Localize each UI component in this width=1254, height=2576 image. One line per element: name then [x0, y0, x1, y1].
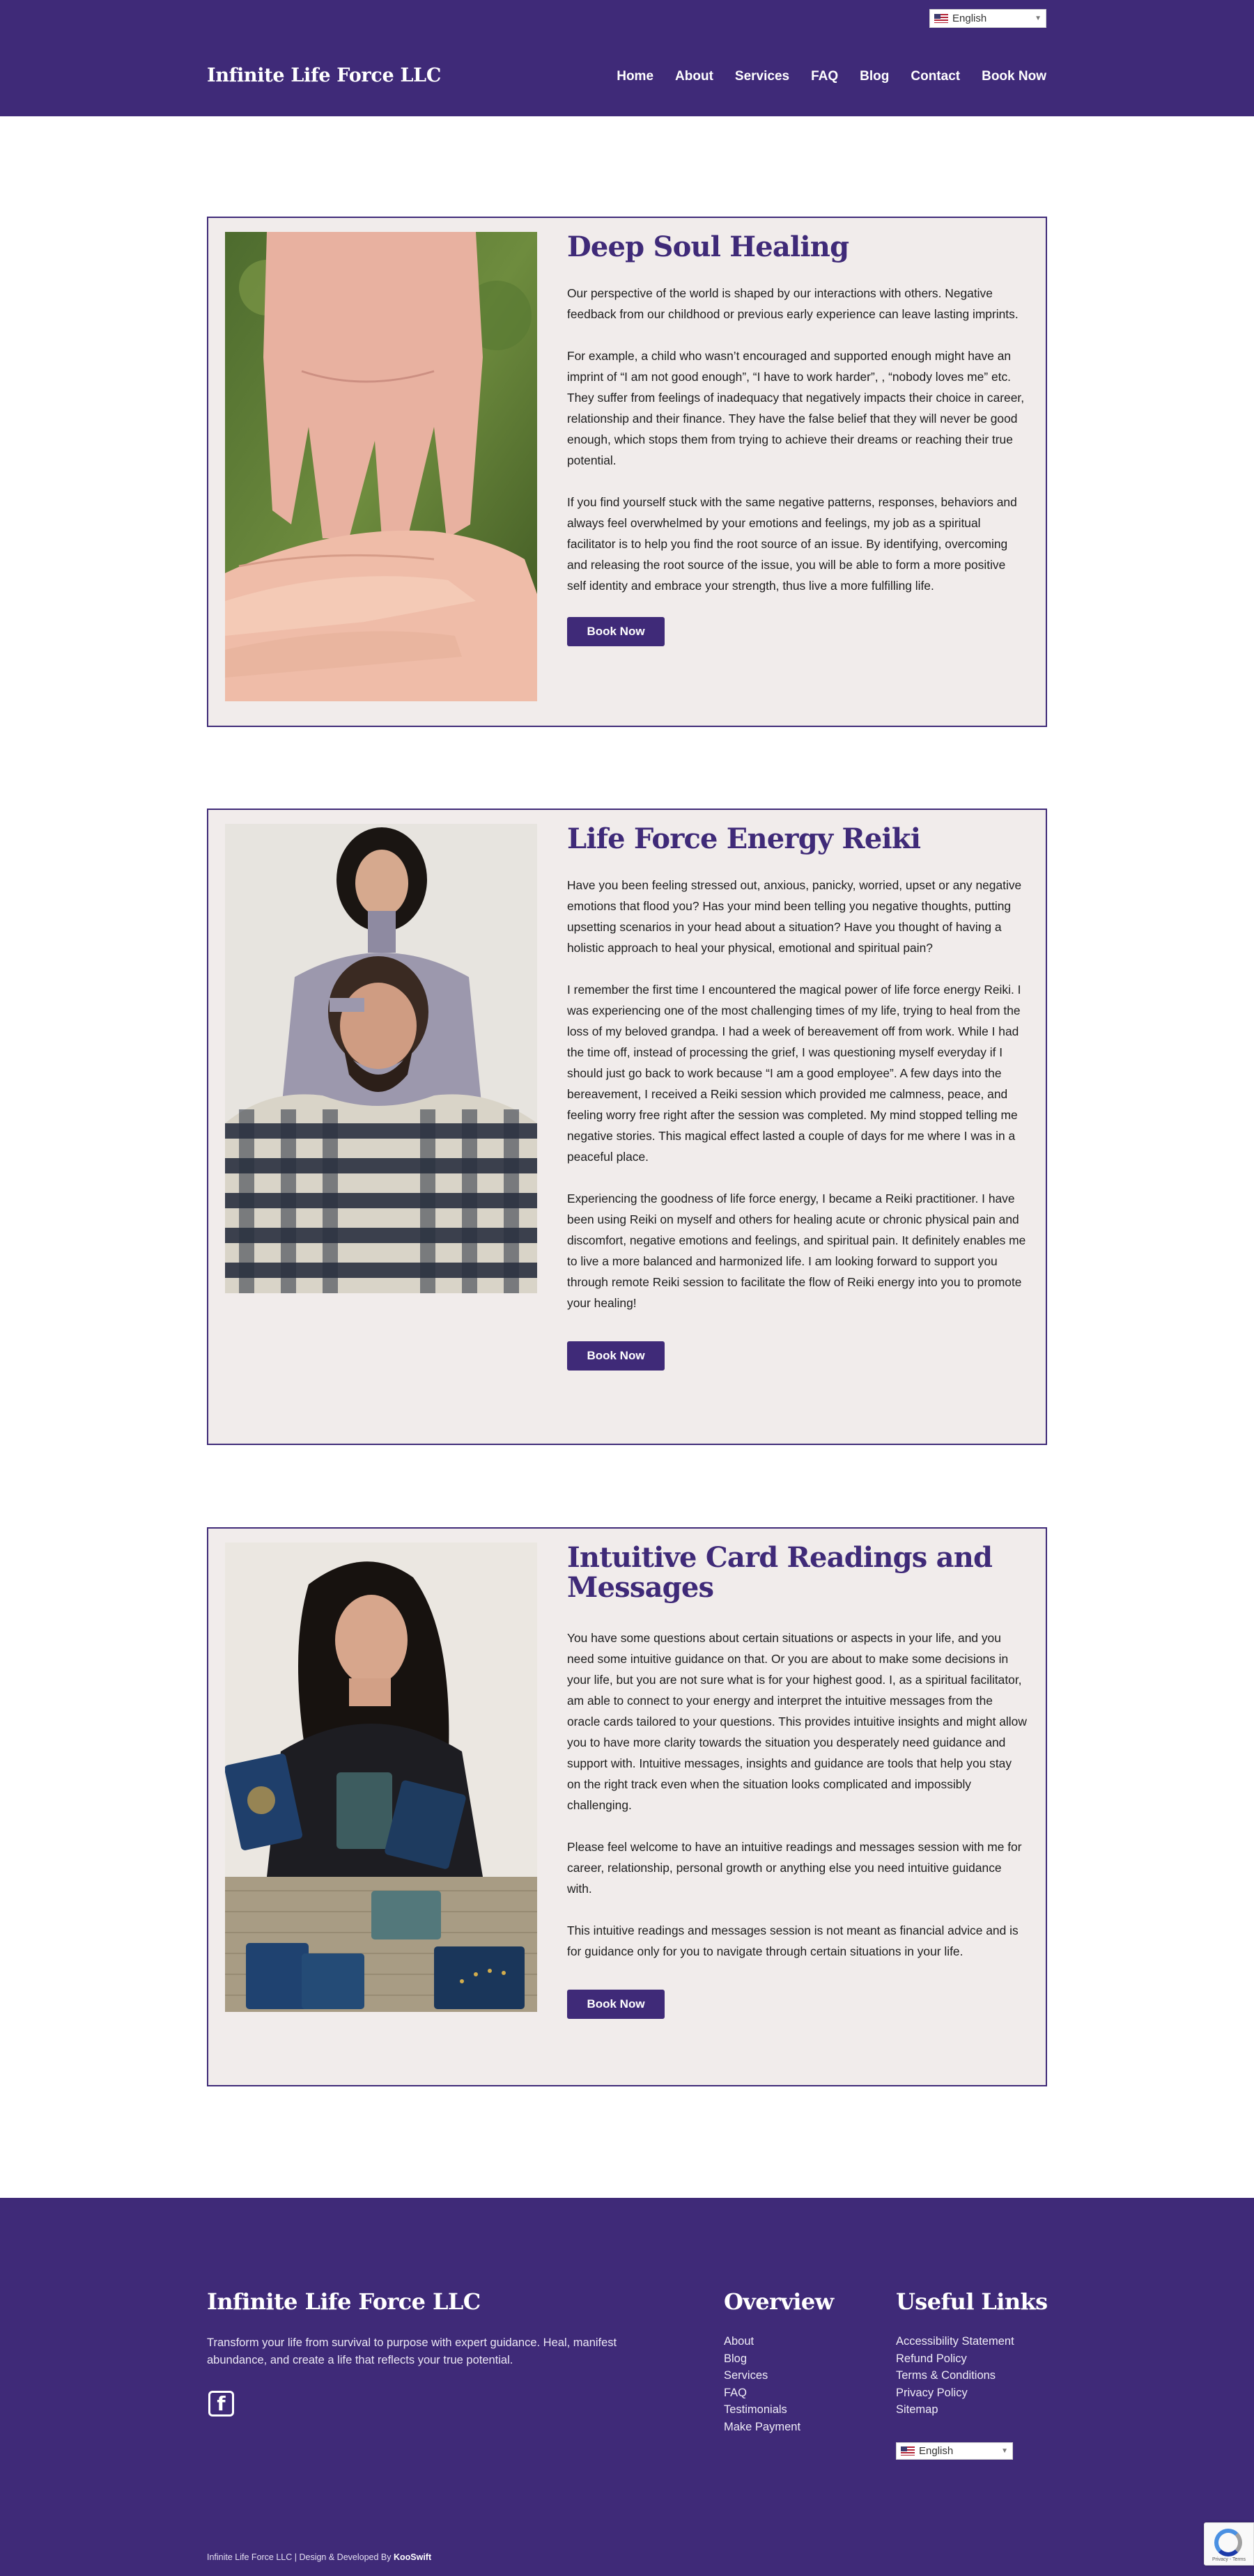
chevron-down-icon: ▼ — [1035, 15, 1042, 22]
footer-link-about[interactable]: About — [724, 2335, 754, 2348]
footer-useful-title: Useful Links — [896, 2288, 1048, 2315]
us-flag-icon — [934, 14, 948, 23]
footer-link-faq[interactable]: FAQ — [724, 2386, 748, 2399]
footer-useful-links-column — [896, 2288, 1048, 2419]
us-flag-icon — [901, 2446, 915, 2456]
language-select[interactable] — [929, 9, 1046, 28]
language-label: English — [952, 13, 987, 24]
service-paragraph: Our perspective of the world is shaped by our interactions with others. Negative feedback from our childhood or previous early experience can leave lasting imprints. — [567, 286, 1019, 321]
service-paragraph: If you find yourself stuck with the same negative patterns, responses, behaviors and always feel overwhelmed by your emotions and feelings, my job as a spiritual facilitator is to help you find the root source of an issue. By identifying, overcoming and releasing the root source of the issue, you will be able to form a more positive self identity and embrace your strength, thus live a more fulfilling life. — [567, 495, 1017, 593]
hands-photo — [225, 232, 537, 701]
footer-tagline: Transform your life from survival to purpose with expert guidance. Heal, manifest abundance, and create a life that reflects your true potential. — [207, 2336, 617, 2366]
site-footer — [0, 2198, 1254, 2576]
footer-link-privacy-policy[interactable]: Privacy Policy — [896, 2386, 968, 2399]
nav-blog[interactable]: Blog — [860, 69, 890, 84]
service-paragraph: Have you been feeling stressed out, anxious, panicky, worried, upset or any negative emotions that flood you? Has your mind been telling you negative thoughts, putting upsetting scenarios in your head about a situation? Have you thought of having a holistic approach to heal your physical, emotional and spiritual pain? — [567, 878, 1022, 955]
service-paragraph: This intuitive readings and messages session is not meant as financial advice and is for guidance only for you to navigate through certain situations in your life. — [567, 1923, 1019, 1958]
service-title: Life Force Energy Reiki — [567, 822, 921, 855]
card-reading-photo — [225, 1543, 537, 2012]
book-now-button[interactable]: Book Now — [567, 617, 665, 646]
footer-overview-list — [724, 2333, 834, 2436]
main-nav — [617, 69, 1046, 84]
service-content — [567, 824, 1027, 1371]
facebook-icon[interactable]: f — [208, 2391, 234, 2417]
book-now-button[interactable]: Book Now — [567, 1341, 665, 1371]
footer-link-blog[interactable]: Blog — [724, 2352, 748, 2365]
language-label: English — [919, 2445, 954, 2457]
footer-link-testimonials[interactable]: Testimonials — [724, 2403, 787, 2417]
recaptcha-badge[interactable] — [1204, 2522, 1254, 2566]
recaptcha-icon — [1214, 2529, 1242, 2557]
nav-home[interactable]: Home — [617, 69, 654, 84]
footer-link-accessibility[interactable]: Accessibility Statement — [896, 2335, 1014, 2348]
footer-brand: Infinite Life Force LLC — [207, 2288, 481, 2315]
nav-book-now[interactable]: Book Now — [982, 69, 1046, 84]
reiki-photo — [225, 824, 537, 1293]
service-paragraph: Please feel welcome to have an intuitive readings and messages session with me for career, relationship, personal growth or anything else you need intuitive guidance with. — [567, 1840, 1022, 1896]
service-paragraph: I remember the first time I encountered the magical power of life force energy Reiki. I was experiencing one of the most challenging times of my life, trying to heal from the loss of my beloved grandpa. I had a week of bereavement off from work. While I had the time off, instead of processing the grief, I was questioning myself everyday if I should just go back to work because “I am a good employee”. A few days into the bereavement, I received a Reiki session which provided me calmness, peace, and feeling worry free right after the session was completed. My mind stopped telling me negative stories. This magical effect lasted a couple of days for me where I was in a peaceful place. — [567, 983, 1021, 1164]
service-paragraph: You have some questions about certain situations or aspects in your life, and you need some intuitive guidance on that. Or you are about to make some decisions in your life, but you are not sure what is for your highest good. I, as a spiritual facilitator, am able to connect to your energy and interpret the intuitive messages from the oracle cards tailored to your questions. This provides intuitive insights and might allow you to have more clarity towards the situation you desperately need guidance and support with. Intuitive messages, insights and guidance are tools that help you stay on the right track even when the situation looks complicated and impossibly challenging. — [567, 1631, 1027, 1812]
service-title: Deep Soul Healing — [567, 231, 849, 263]
footer-useful-list — [896, 2333, 1048, 2419]
site-header — [0, 0, 1254, 116]
nav-faq[interactable]: FAQ — [811, 69, 839, 84]
service-title: Intuitive Card Readings and Messages — [567, 1541, 993, 1604]
service-paragraph: Experiencing the goodness of life force energy, I became a Reiki practitioner. I have been using Reiki on myself and others for healing acute or chronic physical pain and discomfort, negative emotions and feelings, and spiritual pain. It definitely enables me to live a more balanced and harmonized life. I am looking forward to support you through remote Reiki session to facilitate the flow of Reiki energy into you to promote your healing! — [567, 1192, 1026, 1310]
footer-link-refund-policy[interactable]: Refund Policy — [896, 2352, 967, 2365]
service-content — [567, 232, 1027, 646]
footer-link-terms[interactable]: Terms & Conditions — [896, 2369, 996, 2382]
nav-about[interactable]: About — [675, 69, 713, 84]
service-content — [567, 1543, 1027, 2019]
service-card-reiki — [207, 809, 1047, 1445]
nav-services[interactable]: Services — [734, 69, 790, 84]
book-now-button[interactable]: Book Now — [567, 1990, 665, 2019]
service-card-deep-soul-healing — [207, 217, 1047, 727]
footer-link-make-payment[interactable]: Make Payment — [724, 2420, 801, 2433]
service-card-card-readings — [207, 1527, 1047, 2086]
copyright-text: Infinite Life Force LLC | Design & Developed By — [207, 2552, 394, 2562]
chevron-down-icon: ▼ — [1001, 2447, 1008, 2455]
copyright — [207, 2552, 431, 2562]
nav-contact[interactable]: Contact — [911, 69, 961, 84]
footer-overview-column — [724, 2288, 834, 2436]
service-paragraph: For example, a child who wasn’t encouraged and supported enough might have an imprint of “I am not good enough”, “I have to work harder”, , “nobody loves me” etc. They suffer from feelings of inadequacy that negatively impacts their choice in career, relationship and their finance. They have the false belief that they will never be good enough, which stops them from trying to achieve their dreams or reaching their true potential. — [567, 349, 1025, 467]
developer-link[interactable]: KooSwift — [393, 2552, 432, 2562]
site-logo[interactable]: Infinite Life Force LLC — [207, 65, 442, 86]
footer-link-services[interactable]: Services — [724, 2369, 768, 2382]
footer-overview-title: Overview — [724, 2288, 834, 2315]
recaptcha-label: Privacy - Terms — [1212, 2557, 1246, 2562]
footer-link-sitemap[interactable]: Sitemap — [896, 2403, 938, 2417]
footer-language-select[interactable] — [896, 2442, 1013, 2460]
